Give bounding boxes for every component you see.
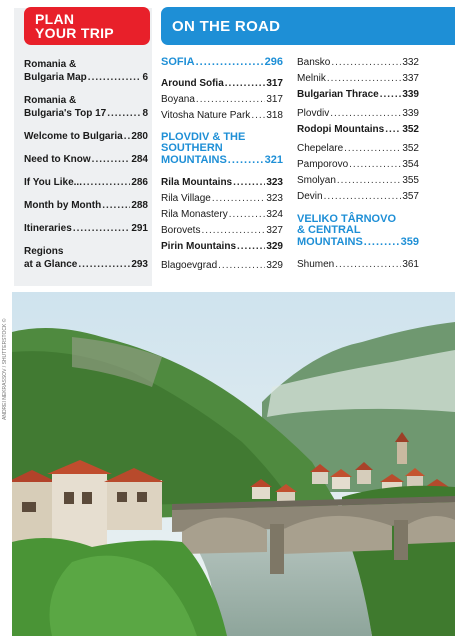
toc-entry[interactable]: Shumen ..... 361 bbox=[297, 258, 419, 271]
toc-entry[interactable]: Boyana ..... 317 bbox=[161, 93, 283, 106]
plan-tab-line1: PLAN bbox=[35, 11, 75, 27]
toc-entry[interactable]: Plovdiv ..... 339 bbox=[297, 107, 419, 120]
toc-item-title: Itineraries bbox=[24, 223, 72, 234]
toc-item[interactable] bbox=[24, 245, 148, 271]
toc-item-title: Need to Know bbox=[24, 154, 91, 165]
toc-item-title: Welcome to Bulgaria bbox=[24, 131, 123, 142]
plan-tab-line2: YOUR TRIP bbox=[35, 25, 114, 41]
toc-entry[interactable]: Melnik ..... 337 bbox=[297, 72, 419, 85]
toc-item-page: 288 bbox=[131, 200, 148, 211]
toc-item-prefix: Romania & bbox=[24, 95, 77, 106]
toc-entry[interactable]: Smolyan ..... 355 bbox=[297, 174, 419, 187]
toc-item-title: Bulgaria Map bbox=[24, 72, 87, 83]
toc-item-title: Month by Month bbox=[24, 200, 102, 211]
toc-item[interactable] bbox=[24, 153, 148, 166]
toc-entry[interactable]: Around Sofia ..... 317 bbox=[161, 77, 283, 90]
toc-item-title: at a Glance bbox=[24, 259, 78, 270]
toc-item[interactable] bbox=[24, 58, 148, 84]
toc-item-title: Bulgaria's Top 17 bbox=[24, 108, 107, 119]
toc-item-page: 286 bbox=[131, 177, 148, 188]
landscape-illustration bbox=[12, 292, 455, 636]
on-the-road-column-1 bbox=[161, 56, 283, 275]
toc-entry[interactable]: Devin ..... 357 bbox=[297, 190, 419, 203]
toc-entry[interactable]: Chepelare ..... 352 bbox=[297, 142, 419, 155]
toc-item-page: 6 bbox=[142, 72, 148, 83]
toc-item-prefix: Romania & bbox=[24, 59, 77, 70]
toc-entry[interactable]: Vitosha Nature Park ..... 318 bbox=[161, 109, 283, 122]
toc-entry[interactable]: Rila Village ..... 323 bbox=[161, 192, 283, 205]
toc-entry[interactable]: Borovets ..... 327 bbox=[161, 224, 283, 237]
toc-item-title: If You Like... bbox=[24, 177, 82, 188]
toc-item[interactable] bbox=[24, 176, 148, 189]
toc-entry[interactable]: Bansko ..... 332 bbox=[297, 56, 419, 69]
toc-item-page: 293 bbox=[131, 259, 148, 270]
toc-entry[interactable]: Pamporovo ..... 354 bbox=[297, 158, 419, 171]
section-heading-sofia[interactable]: SOFIA ..... 296 bbox=[161, 56, 283, 69]
toc-entry[interactable]: Rila Monastery ..... 324 bbox=[161, 208, 283, 221]
plan-your-trip-tab[interactable] bbox=[24, 7, 150, 45]
toc-entry[interactable]: Rila Mountains ..... 323 bbox=[161, 176, 283, 189]
toc-entry[interactable]: Blagoevgrad ..... 329 bbox=[161, 259, 283, 272]
toc-entry[interactable]: Pirin Mountains ..... 329 bbox=[161, 240, 283, 253]
section-heading-plovdiv[interactable]: PLOVDIV & THE SOUTHERN MOUNTAINS ..... 321 bbox=[161, 132, 283, 167]
toc-item-page: 291 bbox=[131, 223, 148, 234]
section-heading-veliko-tarnovo[interactable]: VELIKO TÂRNOVO & CENTRAL MOUNTAINS ..... 359 bbox=[297, 214, 419, 249]
toc-entry[interactable]: Bulgarian Thrace ..... 339 bbox=[297, 88, 419, 101]
on-the-road-column-2 bbox=[297, 56, 419, 274]
toc-item[interactable] bbox=[24, 199, 148, 212]
on-the-road-tab[interactable]: ON THE ROAD bbox=[161, 7, 455, 45]
toc-entry[interactable]: Rodopi Mountains ..... 352 bbox=[297, 123, 419, 136]
toc-item[interactable] bbox=[24, 222, 148, 235]
photo-credit: ANDREI NEKRASSOV / SHUTTERSTOCK © bbox=[2, 318, 8, 420]
toc-item-page: 8 bbox=[142, 108, 148, 119]
veliko-tarnovo-photo bbox=[12, 292, 455, 636]
toc-item-page: 280 bbox=[131, 131, 148, 142]
toc-item-prefix: Regions bbox=[24, 246, 64, 257]
toc-item[interactable] bbox=[24, 94, 148, 120]
plan-your-trip-list bbox=[24, 58, 148, 281]
toc-item-page: 284 bbox=[131, 154, 148, 165]
toc-item[interactable] bbox=[24, 130, 148, 143]
